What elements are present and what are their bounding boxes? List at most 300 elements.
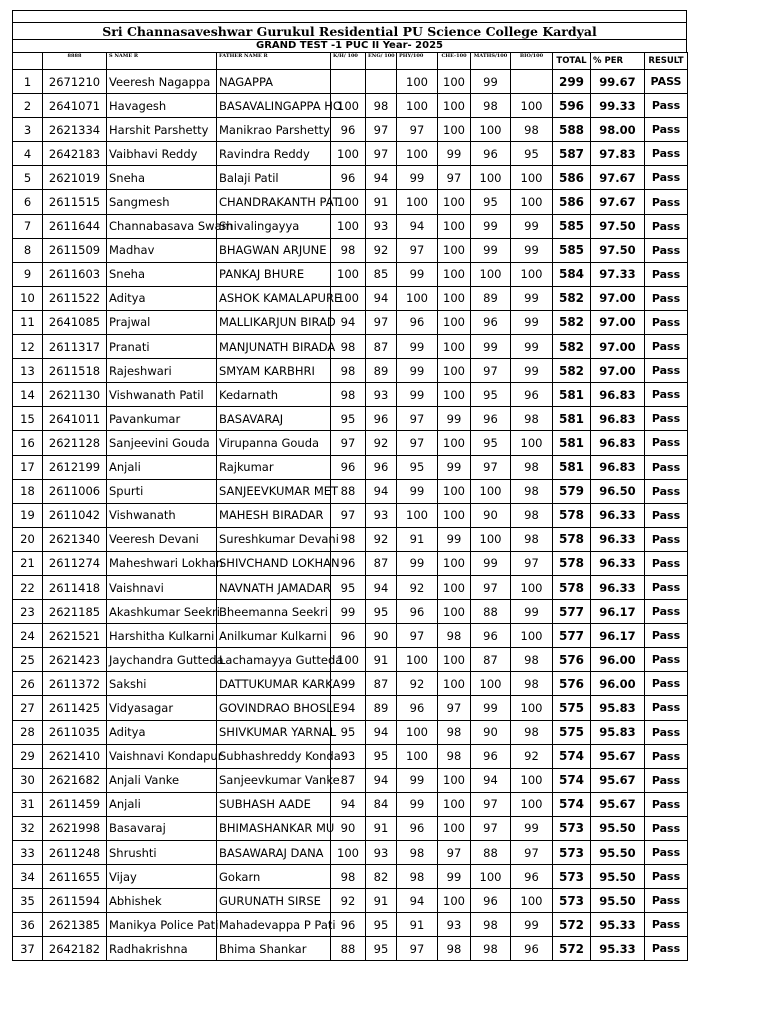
table-row [13,190,688,214]
phy-marks-cell: 97 [397,407,438,431]
kan-hin-marks-cell: 99 [331,600,366,624]
che-marks-cell: 97 [438,696,471,720]
che-marks-cell: 100 [438,816,471,840]
father-name-cell: Gokarn [217,865,331,889]
result-cell: Pass [645,865,688,889]
reg-no-cell: 2641071 [43,94,107,118]
bio-marks-cell: 98 [511,455,553,479]
result-cell: Pass [645,889,688,913]
maths-marks-cell: 89 [471,286,511,310]
bio-marks-cell: 99 [511,286,553,310]
che-marks-cell: 100 [438,600,471,624]
kan-hin-marks-cell: 100 [331,648,366,672]
table-row [13,335,688,359]
phy-marks-cell: 100 [397,503,438,527]
percentage-cell: 96.17 [591,600,645,624]
total-marks-cell: 581 [553,383,591,407]
father-name-cell: Mahadevappa P Pati [217,913,331,937]
result-cell: Pass [645,238,688,262]
che-marks-cell: 100 [438,575,471,599]
sl-no-cell: 5 [13,166,43,190]
reg-no-cell: 2611372 [43,672,107,696]
maths-marks-cell: 96 [471,407,511,431]
father-name-cell: MANJUNATH BIRADA [217,335,331,359]
total-marks-cell: 578 [553,551,591,575]
col-header-student-name: S NAME R [107,53,217,70]
eng-marks-cell: 94 [366,479,397,503]
table-row [13,262,688,286]
che-marks-cell: 100 [438,214,471,238]
student-name-cell: Shrushti [107,841,217,865]
sl-no-cell: 16 [13,431,43,455]
father-name-cell: Bhima Shankar [217,937,331,961]
maths-marks-cell: 96 [471,889,511,913]
phy-marks-cell: 99 [397,166,438,190]
student-name-cell: Channabasava Swam [107,214,217,238]
che-marks-cell: 100 [438,190,471,214]
sl-no-cell: 31 [13,792,43,816]
kan-hin-marks-cell: 97 [331,503,366,527]
result-cell: Pass [645,262,688,286]
reg-no-cell: 2611644 [43,214,107,238]
sl-no-cell: 19 [13,503,43,527]
che-marks-cell: 93 [438,913,471,937]
kan-hin-marks-cell: 98 [331,238,366,262]
kan-hin-marks-cell: 99 [331,672,366,696]
result-cell: Pass [645,455,688,479]
percentage-cell: 95.33 [591,937,645,961]
reg-no-cell: 2611459 [43,792,107,816]
eng-marks-cell: 93 [366,383,397,407]
reg-no-cell: 2611418 [43,575,107,599]
maths-marks-cell: 97 [471,359,511,383]
che-marks-cell: 100 [438,768,471,792]
eng-marks-cell: 90 [366,624,397,648]
kan-hin-marks-cell: 100 [331,262,366,286]
total-marks-cell: 588 [553,118,591,142]
eng-marks-cell: 95 [366,744,397,768]
result-cell: Pass [645,479,688,503]
percentage-cell: 97.67 [591,166,645,190]
kan-hin-marks-cell: 100 [331,142,366,166]
father-name-cell: MALLIKARJUN BIRAD [217,310,331,334]
father-name-cell: Balaji Patil [217,166,331,190]
reg-no-cell: 2621423 [43,648,107,672]
phy-marks-cell: 91 [397,913,438,937]
bio-marks-cell: 92 [511,744,553,768]
sl-no-cell: 34 [13,865,43,889]
table-row [13,94,688,118]
table-row [13,600,688,624]
student-name-cell: Vaishnavi [107,575,217,599]
sl-no-cell: 30 [13,768,43,792]
total-marks-cell: 577 [553,600,591,624]
result-cell: Pass [645,768,688,792]
percentage-cell: 95.33 [591,913,645,937]
eng-marks-cell: 93 [366,503,397,527]
col-header-father-name: FATHER NAME R [217,53,331,70]
reg-no-cell: 2612199 [43,455,107,479]
maths-marks-cell: 97 [471,575,511,599]
reg-no-cell: 2621521 [43,624,107,648]
father-name-cell: NAVNATH JAMADAR [217,575,331,599]
kan-hin-marks-cell: 96 [331,913,366,937]
kan-hin-marks-cell: 98 [331,335,366,359]
total-marks-cell: 584 [553,262,591,286]
result-sheet [12,10,687,961]
student-name-cell: Vijay [107,865,217,889]
sl-no-cell: 37 [13,937,43,961]
reg-no-cell: 2621185 [43,600,107,624]
student-name-cell: Anjali [107,455,217,479]
table-row [13,720,688,744]
total-marks-cell: 581 [553,431,591,455]
table-row [13,431,688,455]
phy-marks-cell: 91 [397,527,438,551]
kan-hin-marks-cell: 95 [331,575,366,599]
test-subtitle: GRAND TEST -1 PUC II Year- 2025 [12,39,687,52]
che-marks-cell: 100 [438,335,471,359]
bio-marks-cell: 98 [511,118,553,142]
sl-no-cell: 24 [13,624,43,648]
bio-marks-cell: 98 [511,720,553,744]
che-marks-cell: 100 [438,262,471,286]
total-marks-cell: 578 [553,527,591,551]
father-name-cell: Sureshkumar Devani [217,527,331,551]
father-name-cell: CHANDRAKANTH PAT [217,190,331,214]
result-cell: Pass [645,551,688,575]
table-row [13,672,688,696]
sl-no-cell: 23 [13,600,43,624]
maths-marks-cell: 96 [471,624,511,648]
phy-marks-cell: 98 [397,841,438,865]
father-name-cell: SMYAM KARBHRI [217,359,331,383]
percentage-cell: 97.00 [591,310,645,334]
maths-marks-cell: 95 [471,383,511,407]
sl-no-cell: 7 [13,214,43,238]
total-marks-cell: 582 [553,335,591,359]
reg-no-cell: 2611518 [43,359,107,383]
eng-marks-cell: 94 [366,166,397,190]
che-marks-cell: 98 [438,744,471,768]
maths-marks-cell: 99 [471,238,511,262]
phy-marks-cell: 96 [397,310,438,334]
eng-marks-cell: 97 [366,118,397,142]
bio-marks-cell: 100 [511,166,553,190]
percentage-cell: 96.83 [591,455,645,479]
total-marks-cell: 577 [553,624,591,648]
eng-marks-cell: 92 [366,431,397,455]
maths-marks-cell: 100 [471,527,511,551]
total-marks-cell: 573 [553,816,591,840]
percentage-cell: 96.83 [591,383,645,407]
bio-marks-cell: 98 [511,527,553,551]
sl-no-cell: 11 [13,310,43,334]
table-row [13,407,688,431]
phy-marks-cell: 92 [397,672,438,696]
reg-no-cell: 2641085 [43,310,107,334]
student-name-cell: Anjali Vanke [107,768,217,792]
maths-marks-cell: 100 [471,865,511,889]
percentage-cell: 96.00 [591,672,645,696]
phy-marks-cell: 99 [397,359,438,383]
kan-hin-marks-cell [331,70,366,94]
bio-marks-cell: 98 [511,672,553,696]
sl-no-cell: 9 [13,262,43,286]
kan-hin-marks-cell: 96 [331,166,366,190]
total-marks-cell: 575 [553,696,591,720]
table-row [13,479,688,503]
father-name-cell: ASHOK KAMALAPURE [217,286,331,310]
table-row [13,455,688,479]
sl-no-cell: 2 [13,94,43,118]
reg-no-cell: 2611425 [43,696,107,720]
percentage-cell: 96.17 [591,624,645,648]
sl-no-cell: 15 [13,407,43,431]
kan-hin-marks-cell: 88 [331,479,366,503]
maths-marks-cell: 99 [471,551,511,575]
sl-no-cell: 12 [13,335,43,359]
kan-hin-marks-cell: 96 [331,118,366,142]
total-marks-cell: 581 [553,407,591,431]
kan-hin-marks-cell: 93 [331,744,366,768]
eng-marks-cell: 97 [366,142,397,166]
che-marks-cell: 100 [438,94,471,118]
total-marks-cell: 581 [553,455,591,479]
reg-no-cell: 2611274 [43,551,107,575]
kan-hin-marks-cell: 98 [331,383,366,407]
student-name-cell: Sanjeevini Gouda [107,431,217,455]
eng-marks-cell: 85 [366,262,397,286]
eng-marks-cell: 82 [366,865,397,889]
maths-marks-cell: 100 [471,672,511,696]
phy-marks-cell: 100 [397,142,438,166]
student-name-cell: Harshitha Kulkarni [107,624,217,648]
che-marks-cell: 100 [438,70,471,94]
phy-marks-cell: 94 [397,889,438,913]
father-name-cell: SUBHASH AADE [217,792,331,816]
student-name-cell: Pavankumar [107,407,217,431]
percentage-cell: 97.50 [591,214,645,238]
table-row [13,166,688,190]
maths-marks-cell: 97 [471,792,511,816]
results-table [12,52,688,961]
col-header-result: RESULT [645,53,688,70]
col-header-maths: MATHS/100 [471,53,511,70]
bio-marks-cell: 100 [511,262,553,286]
maths-marks-cell: 98 [471,94,511,118]
father-name-cell: GURUNATH SIRSE [217,889,331,913]
student-name-cell: Harshit Parshetty [107,118,217,142]
father-name-cell: BASAVALINGAPPA HO [217,94,331,118]
total-marks-cell: 574 [553,792,591,816]
reg-no-cell: 2611042 [43,503,107,527]
maths-marks-cell: 99 [471,335,511,359]
result-cell: Pass [645,816,688,840]
result-cell: PASS [645,70,688,94]
bio-marks-cell: 97 [511,551,553,575]
percentage-cell: 95.67 [591,792,645,816]
che-marks-cell: 99 [438,142,471,166]
phy-marks-cell: 97 [397,937,438,961]
sl-no-cell: 1 [13,70,43,94]
total-marks-cell: 573 [553,841,591,865]
kan-hin-marks-cell: 87 [331,768,366,792]
table-row [13,648,688,672]
phy-marks-cell: 96 [397,600,438,624]
phy-marks-cell: 98 [397,865,438,889]
student-name-cell: Abhishek [107,889,217,913]
reg-no-cell: 2611035 [43,720,107,744]
table-row [13,696,688,720]
result-cell: Pass [645,190,688,214]
phy-marks-cell: 99 [397,479,438,503]
total-marks-cell: 573 [553,865,591,889]
eng-marks-cell: 95 [366,937,397,961]
father-name-cell: Lachamayya Gutteda [217,648,331,672]
phy-marks-cell: 100 [397,648,438,672]
total-marks-cell: 596 [553,94,591,118]
total-marks-cell: 579 [553,479,591,503]
student-name-cell: Vishwanath Patil [107,383,217,407]
percentage-cell: 96.33 [591,503,645,527]
total-marks-cell: 582 [553,359,591,383]
student-name-cell: Sneha [107,262,217,286]
table-row [13,214,688,238]
sl-no-cell: 18 [13,479,43,503]
che-marks-cell: 100 [438,310,471,334]
father-name-cell: Bheemanna Seekri [217,600,331,624]
sl-no-cell: 4 [13,142,43,166]
phy-marks-cell: 100 [397,70,438,94]
table-row [13,238,688,262]
bio-marks-cell: 100 [511,431,553,455]
total-marks-cell: 572 [553,913,591,937]
bio-marks-cell: 98 [511,648,553,672]
student-name-cell: Aditya [107,720,217,744]
result-cell: Pass [645,792,688,816]
phy-marks-cell: 100 [397,190,438,214]
percentage-cell: 99.67 [591,70,645,94]
kan-hin-marks-cell: 88 [331,937,366,961]
result-cell: Pass [645,937,688,961]
che-marks-cell: 98 [438,720,471,744]
bio-marks-cell: 96 [511,383,553,407]
percentage-cell: 96.00 [591,648,645,672]
father-name-cell: SANJEEVKUMAR MET [217,479,331,503]
father-name-cell: DATTUKUMAR KARKA [217,672,331,696]
phy-marks-cell: 97 [397,118,438,142]
kan-hin-marks-cell: 96 [331,551,366,575]
eng-marks-cell: 91 [366,190,397,214]
maths-marks-cell: 99 [471,696,511,720]
maths-marks-cell: 100 [471,118,511,142]
eng-marks-cell: 95 [366,600,397,624]
eng-marks-cell: 94 [366,286,397,310]
father-name-cell: SHIVCHAND LOKHAN [217,551,331,575]
kan-hin-marks-cell: 98 [331,865,366,889]
table-row [13,937,688,961]
table-row [13,768,688,792]
student-name-cell: Veeresh Devani [107,527,217,551]
percentage-cell: 97.83 [591,142,645,166]
phy-marks-cell: 99 [397,768,438,792]
table-row [13,310,688,334]
sl-no-cell: 21 [13,551,43,575]
maths-marks-cell: 100 [471,262,511,286]
result-cell: Pass [645,286,688,310]
che-marks-cell: 99 [438,865,471,889]
maths-marks-cell: 98 [471,937,511,961]
result-cell: Pass [645,431,688,455]
table-row [13,744,688,768]
result-cell: Pass [645,310,688,334]
student-name-cell: Pranati [107,335,217,359]
reg-no-cell: 2621128 [43,431,107,455]
father-name-cell: NAGAPPA [217,70,331,94]
che-marks-cell: 99 [438,455,471,479]
student-name-cell: Spurti [107,479,217,503]
result-cell: Pass [645,720,688,744]
phy-marks-cell: 97 [397,431,438,455]
bio-marks-cell: 98 [511,479,553,503]
che-marks-cell: 99 [438,527,471,551]
total-marks-cell: 299 [553,70,591,94]
maths-marks-cell: 87 [471,648,511,672]
student-name-cell: Maheshwari Lokhan [107,551,217,575]
result-cell: Pass [645,600,688,624]
father-name-cell: Kedarnath [217,383,331,407]
total-marks-cell: 576 [553,672,591,696]
maths-marks-cell: 88 [471,841,511,865]
total-marks-cell: 586 [553,166,591,190]
table-row [13,841,688,865]
student-name-cell: Vidyasagar [107,696,217,720]
student-name-cell: Sneha [107,166,217,190]
table-row [13,575,688,599]
bio-marks-cell: 100 [511,94,553,118]
percentage-cell: 96.83 [591,431,645,455]
reg-no-cell: 2621410 [43,744,107,768]
kan-hin-marks-cell: 100 [331,841,366,865]
percentage-cell: 95.67 [591,768,645,792]
sl-no-cell: 25 [13,648,43,672]
eng-marks-cell: 92 [366,527,397,551]
table-row [13,503,688,527]
sl-no-cell: 22 [13,575,43,599]
percentage-cell: 95.83 [591,696,645,720]
reg-no-cell: 2611317 [43,335,107,359]
father-name-cell: BHIMASHANKAR MU [217,816,331,840]
sl-no-cell: 13 [13,359,43,383]
bio-marks-cell: 98 [511,503,553,527]
student-name-cell: Akashkumar Seekri [107,600,217,624]
table-row [13,816,688,840]
percentage-cell: 97.33 [591,262,645,286]
eng-marks-cell: 91 [366,648,397,672]
phy-marks-cell: 94 [397,214,438,238]
total-marks-cell: 587 [553,142,591,166]
bio-marks-cell: 99 [511,214,553,238]
maths-marks-cell: 88 [471,600,511,624]
eng-marks-cell: 95 [366,913,397,937]
student-name-cell: Rajeshwari [107,359,217,383]
maths-marks-cell: 94 [471,768,511,792]
total-marks-cell: 572 [553,937,591,961]
percentage-cell: 97.00 [591,359,645,383]
percentage-cell: 97.00 [591,286,645,310]
maths-marks-cell: 95 [471,190,511,214]
